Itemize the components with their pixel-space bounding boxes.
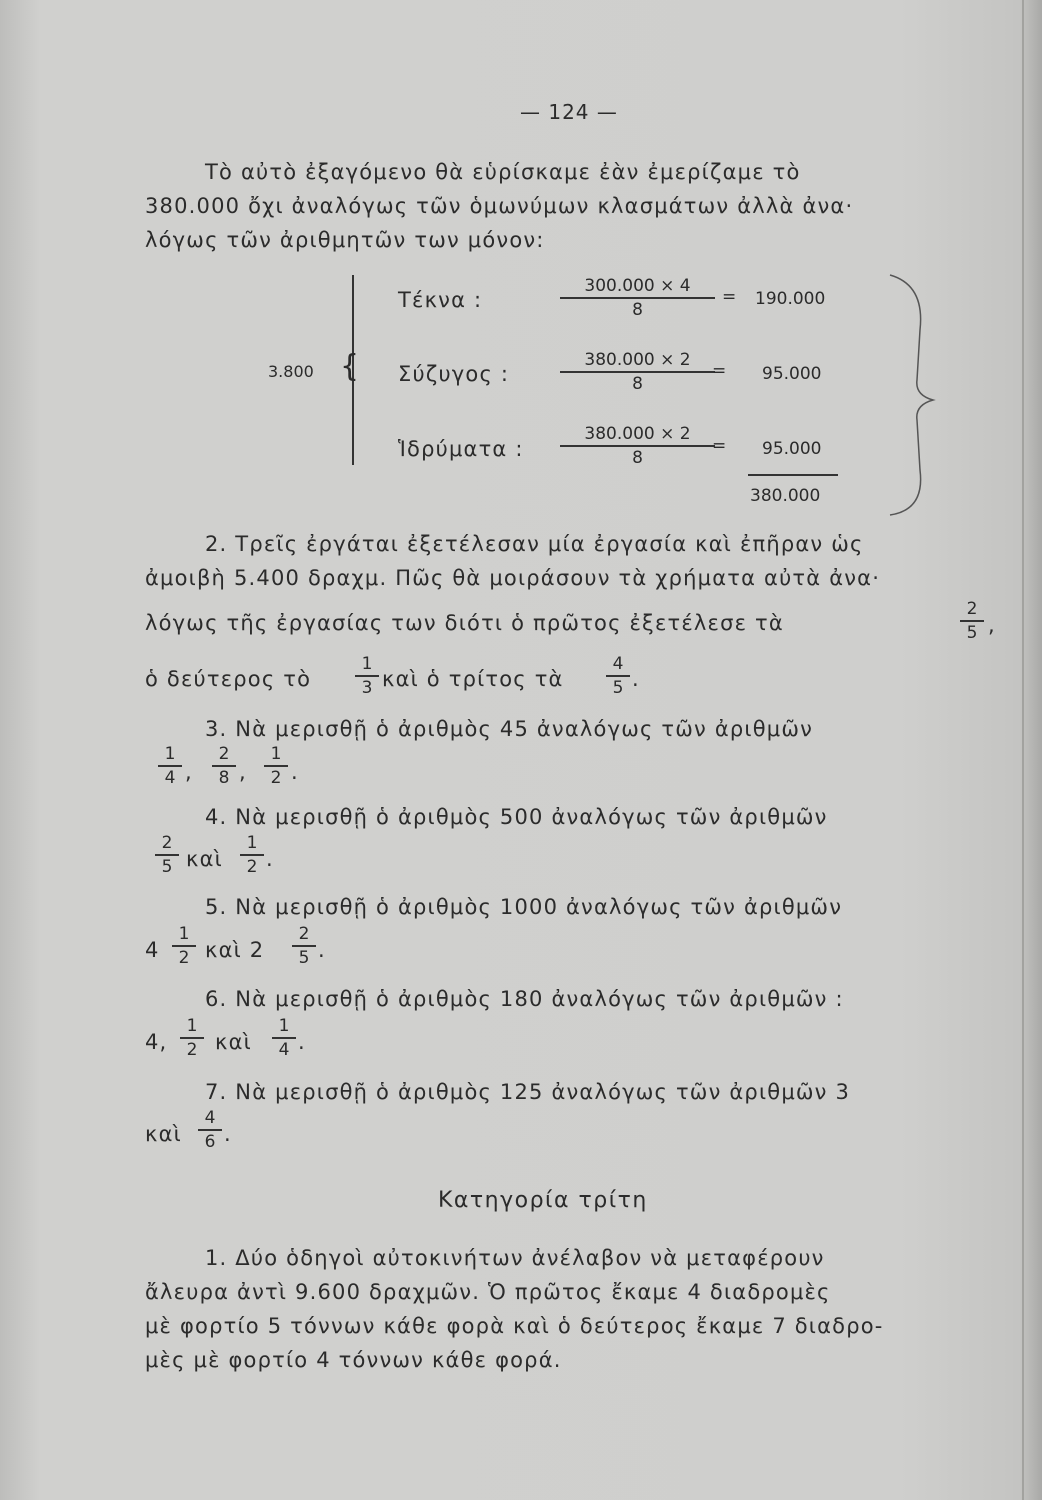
numerator: 2 [161, 833, 173, 853]
calc-fraction-3 [560, 424, 715, 468]
fraction-bar [560, 297, 715, 299]
denominator: 2 [246, 856, 258, 877]
p6-whole-1: 4, [145, 1030, 168, 1054]
p8-line-2: ἄλευρα ἀντὶ 9.600 δραχμῶν. Ὁ πρῶτος ἔκαμε 4 διαδρομὲς [145, 1280, 831, 1304]
page-edge [1022, 0, 1024, 1500]
denominator: 5 [298, 947, 310, 968]
p6-end: . [298, 1030, 306, 1054]
p7-end: . [224, 1122, 232, 1146]
p6-fraction-2 [272, 1016, 296, 1060]
fraction-bar [155, 854, 179, 856]
p8-line-1: 1. Δύο ὁδηγοὶ αὐτοκινήτων ἀνέλαβον νὰ μεταφέρουν [205, 1246, 825, 1270]
fraction-bar [180, 1037, 204, 1039]
p5-end: . [318, 938, 326, 962]
calc-den-1: 8 [632, 299, 643, 320]
calc-eq-3: = [712, 436, 727, 456]
calc-num-3: 380.000 × 2 [584, 424, 691, 444]
denominator: 5 [161, 856, 173, 877]
denominator: 2 [186, 1039, 198, 1060]
p5-fraction-2 [292, 924, 316, 968]
intro-line-2: 380.000 ὄχι ἀναλόγως τῶν ὁμωνύμων κλασμάτων ἀλλὰ ἀνα· [145, 194, 854, 218]
fraction-bar [198, 1129, 222, 1131]
section-heading: Κατηγορία τρίτη [438, 1188, 648, 1213]
calc-num-1: 300.000 × 4 [584, 276, 691, 296]
fraction-bar [212, 765, 236, 767]
calc-label-3: Ἱδρύματα : [398, 437, 524, 461]
p5-line-1: 5. Νὰ μερισθῇ ὁ ἀριθμὸς 1000 ἀναλόγως τῶν ἀριθμῶν [205, 895, 843, 919]
denominator: 8 [218, 767, 230, 788]
calc-total: 3.800 [268, 362, 314, 381]
p2-fraction-2 [355, 654, 379, 698]
p7-fraction-1 [198, 1108, 222, 1152]
fraction-bar [240, 854, 264, 856]
calc-label-1: Τέκνα : [398, 288, 483, 312]
fraction-bar [560, 445, 715, 447]
calc-fraction-1 [560, 276, 715, 320]
numerator: 1 [270, 744, 282, 764]
numerator: 4 [612, 654, 624, 674]
p8-line-4: μὲς μὲ φορτίο 4 τόννων κάθε φορά. [145, 1348, 562, 1372]
denominator: 3 [361, 677, 373, 698]
numerator: 1 [164, 744, 176, 764]
p3-fraction-1 [158, 744, 182, 788]
p3-sep-1: , [185, 760, 193, 784]
numerator: 1 [186, 1016, 198, 1036]
p2-line-4a: ὁ δεύτερος τὸ [145, 667, 312, 691]
calc-result-3: 95.000 [762, 439, 822, 459]
p5-fraction-1 [172, 924, 196, 968]
fraction-bar [606, 675, 630, 677]
numerator: 1 [278, 1016, 290, 1036]
page-number: — 124 — [520, 100, 618, 124]
denominator: 5 [966, 622, 978, 643]
intro-line-1: Τὸ αὐτὸ ἐξαγόμενο θὰ εὑρίσκαμε ἐὰν ἐμερίζαμε τὸ [205, 160, 801, 184]
p4-fraction-1 [155, 833, 179, 877]
p4-line-1: 4. Νὰ μερισθῇ ὁ ἀριθμὸς 500 ἀναλόγως τῶν ἀριθμῶν [205, 805, 828, 829]
numerator: 2 [218, 744, 230, 764]
calc-label-2: Σύζυγος : [398, 362, 510, 386]
numerator: 1 [246, 833, 258, 853]
p2-fraction-1 [960, 599, 984, 643]
fraction-bar [292, 945, 316, 947]
p2-line-4b: καὶ ὁ τρίτος τὰ [382, 667, 564, 691]
right-brace [885, 270, 945, 520]
p2-line-3: λόγως τῆς ἐργασίας των διότι ὁ πρῶτος ἐξετέλεσε τὰ [145, 611, 784, 635]
calc-den-3: 8 [632, 447, 643, 468]
p7-kai: καὶ [145, 1122, 182, 1146]
calc-num-2: 380.000 × 2 [584, 350, 691, 370]
p4-kai: καὶ [186, 847, 223, 871]
calc-sum: 380.000 [750, 486, 821, 506]
numerator: 1 [361, 654, 373, 674]
calc-eq-1: = [722, 287, 737, 307]
fraction-bar [158, 765, 182, 767]
intro-line-3: λόγως τῶν ἀριθμητῶν των μόνον: [145, 228, 545, 252]
numerator: 2 [966, 599, 978, 619]
fraction-bar [272, 1037, 296, 1039]
p8-line-3: μὲ φορτίο 5 τόννων κάθε φορὰ καὶ ὁ δεύτερος ἔκαμε 7 διαδρο- [145, 1314, 884, 1338]
p6-kai: καὶ [215, 1030, 252, 1054]
p2-line-2: ἀμοιβὴ 5.400 δραχμ. Πῶς θὰ μοιράσουν τὰ χρήματα αὐτὰ ἀνα· [145, 566, 881, 590]
p2-line-1: 2. Τρεῖς ἐργάται ἐξετέλεσαν μία ἐργασία καὶ ἐπῆραν ὡς [205, 532, 864, 556]
fraction-bar [264, 765, 288, 767]
p3-fraction-3 [264, 744, 288, 788]
fraction-bar [960, 620, 984, 622]
numerator: 2 [298, 924, 310, 944]
denominator: 2 [178, 947, 190, 968]
denominator: 4 [164, 767, 176, 788]
denominator: 5 [612, 677, 624, 698]
fraction-bar [355, 675, 379, 677]
p2-dot: . [632, 667, 640, 691]
p6-fraction-1 [180, 1016, 204, 1060]
p5-kai: καὶ 2 [205, 938, 265, 962]
p7-line-1: 7. Νὰ μερισθῇ ὁ ἀριθμὸς 125 ἀναλόγως τῶν ἀριθμῶν 3 [205, 1080, 851, 1104]
p3-fraction-2 [212, 744, 236, 788]
denominator: 2 [270, 767, 282, 788]
p5-whole-1: 4 [145, 938, 160, 962]
fraction-bar [172, 945, 196, 947]
left-brace-mark: { [340, 349, 360, 384]
fraction-bar [560, 371, 715, 373]
p2-fraction-3 [606, 654, 630, 698]
calc-result-2: 95.000 [762, 364, 822, 384]
sum-rule [748, 474, 838, 476]
p3-sep-2: , [239, 760, 247, 784]
calc-fraction-2 [560, 350, 715, 394]
p3-line-1: 3. Νὰ μερισθῇ ὁ ἀριθμὸς 45 ἀναλόγως τῶν ἀριθμῶν [205, 717, 814, 741]
numerator: 1 [178, 924, 190, 944]
denominator: 6 [204, 1131, 216, 1152]
p4-fraction-2 [240, 833, 264, 877]
p3-end: . [291, 760, 299, 784]
calc-eq-2: = [712, 361, 727, 381]
p2-comma: , [988, 613, 996, 637]
numerator: 4 [204, 1108, 216, 1128]
p6-line-1: 6. Νὰ μερισθῇ ὁ ἀριθμὸς 180 ἀναλόγως τῶν ἀριθμῶν : [205, 987, 844, 1011]
p4-end: . [266, 847, 274, 871]
calc-den-2: 8 [632, 373, 643, 394]
denominator: 4 [278, 1039, 290, 1060]
calc-result-1: 190.000 [755, 289, 826, 309]
